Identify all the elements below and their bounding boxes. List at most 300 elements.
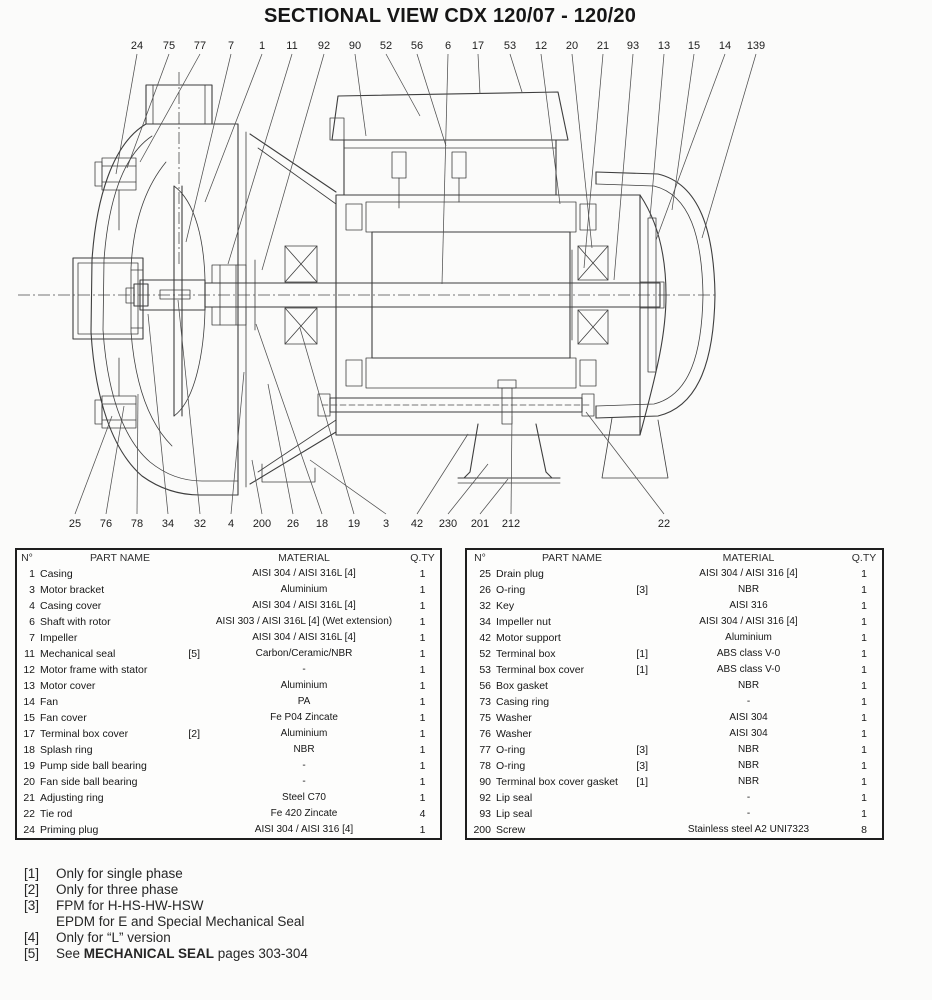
qty-cell: 1 (419, 600, 426, 612)
qty-cell: 1 (861, 664, 867, 676)
part-name: Motor cover (40, 680, 96, 692)
part-number-cell: 26 (479, 584, 491, 596)
footnote-marker: [5] (24, 946, 40, 961)
part-name: Impeller (40, 632, 78, 644)
footnotes (24, 866, 308, 962)
part-name: Casing (40, 568, 73, 580)
part-number-cell: 92 (479, 792, 491, 804)
table-row (16, 662, 441, 678)
footnote-text: Only for three phase (56, 882, 179, 897)
callout-24: 24 (130, 40, 144, 52)
sectional-drawing (0, 32, 932, 547)
part-name: Screw (496, 824, 526, 836)
material-cell: NBR (737, 584, 760, 595)
part-name-cell (493, 582, 651, 598)
part-name-cell (37, 566, 203, 582)
part-name: Splash ring (40, 744, 93, 756)
footnote-marker: [2] (24, 882, 40, 897)
part-name: O-ring (496, 760, 526, 772)
part-name: Motor support (496, 632, 561, 644)
part-name: Casing cover (40, 600, 102, 612)
part-number-cell: 52 (479, 648, 491, 660)
part-name: Pump side ball bearing (40, 760, 147, 772)
qty-cell: 1 (861, 808, 867, 820)
table-row (466, 582, 883, 598)
part-number-cell: 13 (23, 680, 35, 692)
part-name: Motor frame with stator (40, 664, 148, 676)
part-name-cell (493, 598, 651, 614)
col-header-n: N° (21, 552, 33, 564)
part-name-cell (37, 710, 203, 726)
leader-line-17 (478, 54, 480, 94)
part-name: Lip seal (496, 792, 533, 804)
leader-line-53 (510, 54, 522, 92)
part-number-cell: 7 (29, 632, 35, 644)
table-row (466, 614, 883, 630)
top-callout-labels (116, 40, 765, 284)
qty-cell: 1 (419, 760, 426, 772)
table-row (16, 710, 441, 726)
leader-line-92 (262, 54, 324, 270)
footnote-ref: [3] (636, 760, 648, 772)
callout-139: 139 (746, 40, 766, 52)
col-header-n: N° (474, 552, 486, 564)
part-number-cell: 90 (479, 776, 491, 788)
part-name-cell (37, 582, 203, 598)
leader-line-200 (252, 460, 262, 514)
leader-line-78 (137, 394, 138, 514)
callout-78: 78 (130, 518, 144, 530)
part-name-cell (493, 646, 651, 662)
callout-52: 52 (379, 40, 393, 52)
part-number-cell: 18 (23, 744, 35, 756)
footnote-ref: [1] (636, 664, 648, 676)
qty-cell: 1 (419, 824, 426, 836)
qty-cell: 1 (419, 584, 426, 596)
table-row (466, 726, 883, 742)
table-header-row (466, 549, 883, 566)
part-name-cell (37, 726, 203, 742)
part-name: Lip seal (496, 808, 533, 820)
table-row (466, 694, 883, 710)
motor-support (458, 380, 560, 483)
part-name-cell (37, 614, 203, 630)
material-cell: NBR (737, 760, 760, 771)
table-row (16, 806, 441, 822)
callout-92: 92 (317, 40, 331, 52)
part-name-cell (493, 694, 651, 710)
callout-34: 34 (161, 518, 175, 530)
callout-13: 13 (657, 40, 671, 52)
leader-line-56 (417, 54, 446, 146)
parts-table-body-right (466, 566, 883, 839)
part-name: Priming plug (40, 824, 99, 836)
foot-bolt (502, 388, 512, 424)
qty-cell: 1 (861, 792, 867, 804)
material-cell: - (302, 776, 306, 787)
part-name: O-ring (496, 744, 526, 756)
table-row (16, 678, 441, 694)
leader-line-212 (511, 416, 512, 514)
footnote-text: See MECHANICAL SEAL pages 303-304 (56, 946, 308, 961)
table-row (466, 806, 883, 822)
callout-42: 42 (410, 518, 424, 530)
material-cell: AISI 304 (729, 712, 768, 723)
footnote-marker: [1] (24, 866, 40, 881)
stator-bottom (366, 358, 576, 388)
part-name: Mechanical seal (40, 648, 116, 660)
material-cell: Carbon/Ceramic/NBR (255, 648, 353, 659)
callout-200: 200 (252, 518, 272, 530)
part-number-cell: 14 (23, 696, 35, 708)
part-name: Terminal box (496, 648, 556, 660)
footnote-ref: [3] (636, 744, 648, 756)
qty-cell: 1 (861, 600, 867, 612)
table-row (466, 710, 883, 726)
callout-25: 25 (68, 518, 82, 530)
part-number-cell: 22 (23, 808, 35, 820)
table-row (16, 774, 441, 790)
material-cell: - (746, 696, 751, 707)
table-row (466, 790, 883, 806)
leader-line-6 (442, 54, 448, 284)
page-title: SECTIONAL VIEW CDX 120/07 - 120/20 (263, 5, 637, 27)
part-name-cell (37, 662, 203, 678)
part-name: Motor bracket (40, 584, 105, 596)
col-header-part-name: PART NAME (89, 552, 151, 564)
part-name-cell (37, 598, 203, 614)
callout-53: 53 (503, 40, 517, 52)
parts-table-right (465, 548, 884, 840)
leader-line-52 (386, 54, 420, 116)
part-number-cell: 24 (23, 824, 35, 836)
part-name: Drain plug (496, 568, 544, 580)
leader-line-26 (268, 384, 293, 514)
material-cell: - (746, 792, 751, 803)
part-name-cell (37, 790, 203, 806)
part-name: Terminal box cover (496, 664, 585, 676)
part-name: Terminal box cover gasket (496, 776, 618, 788)
callout-3: 3 (382, 518, 390, 530)
motor-cover (640, 195, 666, 435)
leader-line-76 (106, 406, 124, 514)
part-name-cell (493, 678, 651, 694)
part-name-cell (493, 726, 651, 742)
col-header-part-name: PART NAME (541, 552, 603, 564)
callout-75: 75 (162, 40, 176, 52)
part-name-cell (493, 662, 651, 678)
table-row (466, 598, 883, 614)
part-number-cell: 11 (24, 648, 35, 660)
callout-18: 18 (315, 518, 329, 530)
leader-line-19 (300, 328, 354, 514)
motor-frame (336, 195, 640, 435)
material-cell: Aluminium (280, 584, 328, 595)
part-name-cell (37, 678, 203, 694)
part-name-cell (493, 790, 651, 806)
leader-line-34 (148, 314, 168, 514)
part-name: Tie rod (40, 808, 73, 820)
callout-17: 17 (471, 40, 485, 52)
part-number-cell: 17 (23, 728, 35, 740)
leader-line-20 (572, 54, 592, 248)
material-cell: - (302, 664, 306, 675)
terminal-box (330, 92, 568, 208)
callout-15: 15 (687, 40, 701, 52)
part-name-cell (37, 694, 203, 710)
callout-20: 20 (565, 40, 579, 52)
qty-cell: 1 (419, 696, 426, 708)
material-cell: AISI 304 / AISI 316L [4] (252, 632, 356, 643)
leader-line-42 (417, 434, 468, 514)
footnote-ref: [1] (636, 776, 648, 788)
material-cell: Steel C70 (282, 792, 326, 803)
leader-line-230 (448, 464, 488, 514)
part-number-cell: 25 (479, 568, 491, 580)
part-number-cell: 21 (23, 792, 35, 804)
leader-line-93 (614, 54, 633, 280)
footnote-ref: [5] (188, 648, 200, 660)
material-cell: NBR (737, 680, 760, 691)
material-cell: AISI 304 / AISI 316 [4] (699, 568, 798, 579)
qty-cell: 1 (419, 632, 426, 644)
qty-cell: 1 (419, 616, 426, 628)
qty-cell: 1 (419, 712, 426, 724)
callout-4: 4 (227, 518, 235, 530)
part-number-cell: 32 (479, 600, 491, 612)
callout-12: 12 (534, 40, 548, 52)
material-cell: Aluminium (280, 680, 328, 691)
material-cell: AISI 304 / AISI 316 [4] (254, 824, 354, 835)
qty-cell: 1 (861, 680, 867, 692)
material-cell: Fe P04 Zincate (270, 712, 338, 723)
terminal-box-cover (332, 92, 568, 140)
part-name-cell (493, 774, 651, 790)
table-row (16, 614, 441, 630)
part-name-cell (37, 822, 203, 839)
material-cell: PA (297, 696, 311, 707)
leader-line-24 (116, 54, 137, 174)
part-number-cell: 12 (23, 664, 35, 676)
parts-table-left (15, 548, 442, 840)
qty-cell: 1 (861, 568, 867, 580)
part-number-cell: 53 (479, 664, 491, 676)
table-row (466, 646, 883, 662)
table-row (16, 790, 441, 806)
material-cell: AISI 304 / AISI 316L [4] (252, 568, 356, 579)
part-name: Box gasket (496, 680, 548, 692)
material-cell: - (746, 808, 751, 819)
callout-76: 76 (99, 518, 113, 530)
qty-cell: 1 (419, 792, 426, 804)
part-name-cell (493, 710, 651, 726)
priming-plug (95, 158, 136, 230)
table-row (16, 742, 441, 758)
material-cell: NBR (737, 776, 760, 787)
fan-cover-foot (602, 418, 668, 478)
part-number-cell: 75 (479, 712, 491, 724)
footnote-ref: [1] (636, 648, 648, 660)
footnote-2 (24, 882, 308, 898)
table-header-row (16, 549, 441, 566)
footnote-ref: [2] (188, 728, 200, 740)
callout-11: 11 (286, 40, 298, 52)
part-number-cell: 200 (473, 824, 491, 836)
part-number-cell: 19 (23, 760, 35, 772)
qty-cell: 1 (861, 760, 867, 772)
callout-14: 14 (718, 40, 732, 52)
material-cell: AISI 304 / AISI 316 [4] (699, 616, 798, 627)
footnote-text: Only for “L” version (56, 930, 171, 945)
callout-26: 26 (286, 518, 300, 530)
col-header-material: MATERIAL (722, 552, 775, 564)
callout-212: 212 (501, 518, 521, 530)
callout-32: 32 (193, 518, 207, 530)
table-row (16, 582, 441, 598)
table-row (16, 646, 441, 662)
part-name-cell (493, 742, 651, 758)
part-name-cell (37, 646, 203, 662)
material-cell: NBR (293, 744, 315, 755)
part-name: Fan (40, 696, 59, 708)
qty-cell: 1 (861, 728, 867, 740)
footnote-3 (24, 898, 308, 914)
callout-201: 201 (470, 518, 490, 530)
leader-line-3 (310, 460, 386, 514)
part-name: Shaft with rotor (40, 616, 111, 628)
part-name: O-ring (496, 584, 526, 596)
part-name-cell (493, 806, 651, 822)
callout-6: 6 (444, 40, 452, 52)
leader-line-21 (584, 54, 603, 268)
part-name-cell (37, 758, 203, 774)
material-cell: Stainless steel A2 UNI7323 (687, 824, 810, 835)
table-row (16, 694, 441, 710)
material-cell: AISI 304 (729, 728, 768, 739)
footnote-5 (24, 946, 308, 962)
part-number-cell: 77 (479, 744, 491, 756)
qty-cell: 1 (419, 680, 426, 692)
casing-cover (238, 124, 246, 495)
callout-93: 93 (626, 40, 640, 52)
callout-19: 19 (347, 518, 361, 530)
part-name: Adjusting ring (40, 792, 104, 804)
table-row (466, 630, 883, 646)
part-name-cell (493, 566, 651, 582)
qty-cell: 1 (419, 776, 426, 788)
part-name: Key (496, 600, 515, 612)
part-number-cell: 15 (23, 712, 35, 724)
tie-rod (318, 394, 594, 416)
table-row (466, 678, 883, 694)
part-name: Impeller nut (496, 616, 551, 628)
callout-77: 77 (193, 40, 207, 52)
table-row (466, 742, 883, 758)
footnote-ref: [3] (636, 584, 648, 596)
qty-cell: 1 (861, 712, 867, 724)
callout-56: 56 (410, 40, 424, 52)
part-number-cell: 6 (29, 616, 35, 628)
leader-line-18 (256, 324, 322, 514)
qty-cell: 8 (861, 824, 867, 836)
part-name: Casing ring (496, 696, 550, 708)
qty-cell: 1 (419, 664, 426, 676)
part-name-cell (37, 630, 203, 646)
table-row (466, 822, 883, 839)
part-name-cell (37, 806, 203, 822)
part-number-cell: 42 (479, 632, 491, 644)
part-name: Fan cover (40, 712, 87, 724)
table-row (16, 726, 441, 742)
stator-top (366, 202, 576, 232)
part-name-cell (493, 758, 651, 774)
part-name-cell (493, 822, 651, 839)
material-cell: AISI 304 / AISI 316L [4] (252, 600, 356, 611)
table-row (16, 758, 441, 774)
col-header-qty: Q.TY (410, 552, 435, 564)
part-name-cell (37, 774, 203, 790)
footnote-continuation: EPDM for E and Special Mechanical Seal (56, 914, 305, 929)
callout-1: 1 (258, 40, 266, 52)
callout-22: 22 (657, 518, 671, 530)
qty-cell: 4 (419, 808, 426, 820)
callout-7: 7 (227, 40, 235, 52)
parts-table-body-left (16, 566, 441, 839)
qty-cell: 1 (861, 744, 867, 756)
leader-line-7 (186, 54, 231, 242)
part-name-cell (493, 630, 651, 646)
qty-cell: 1 (861, 584, 867, 596)
col-header-qty: Q.TY (851, 552, 877, 564)
table-row (466, 662, 883, 678)
part-number-cell: 4 (29, 600, 35, 612)
part-name: Fan side ball bearing (40, 776, 138, 788)
table-row (466, 758, 883, 774)
qty-cell: 1 (861, 776, 867, 788)
qty-cell: 1 (861, 696, 867, 708)
material-cell: - (302, 760, 306, 771)
footnote-marker: [4] (24, 930, 40, 945)
footnote-1 (24, 866, 308, 882)
qty-cell: 1 (861, 632, 867, 644)
part-name-cell (493, 614, 651, 630)
drain-plug (95, 358, 136, 428)
qty-cell: 1 (419, 568, 426, 580)
table-row (16, 566, 441, 582)
callout-21: 21 (596, 40, 610, 52)
part-number-cell: 34 (479, 616, 491, 628)
qty-cell: 1 (419, 648, 426, 660)
col-header-material: MATERIAL (278, 552, 330, 564)
material-cell: Fe 420 Zincate (270, 808, 338, 819)
table-row (16, 598, 441, 614)
table-row (16, 630, 441, 646)
material-cell: Aluminium (725, 632, 772, 643)
part-number-cell: 20 (23, 776, 35, 788)
part-name: Terminal box cover (40, 728, 129, 740)
bottom-callout-labels (69, 300, 670, 530)
material-cell: AISI 316 (729, 600, 768, 611)
leader-line-13 (650, 54, 664, 218)
footnote-text: FPM for H-HS-HW-HSW (56, 898, 204, 913)
leader-line-12 (541, 54, 560, 204)
material-cell: Aluminium (280, 728, 328, 739)
material-cell: NBR (737, 744, 760, 755)
leader-line-32 (178, 300, 200, 514)
part-number-cell: 56 (479, 680, 491, 692)
footnote-4 (24, 930, 308, 946)
material-cell: ABS class V-0 (716, 664, 781, 675)
